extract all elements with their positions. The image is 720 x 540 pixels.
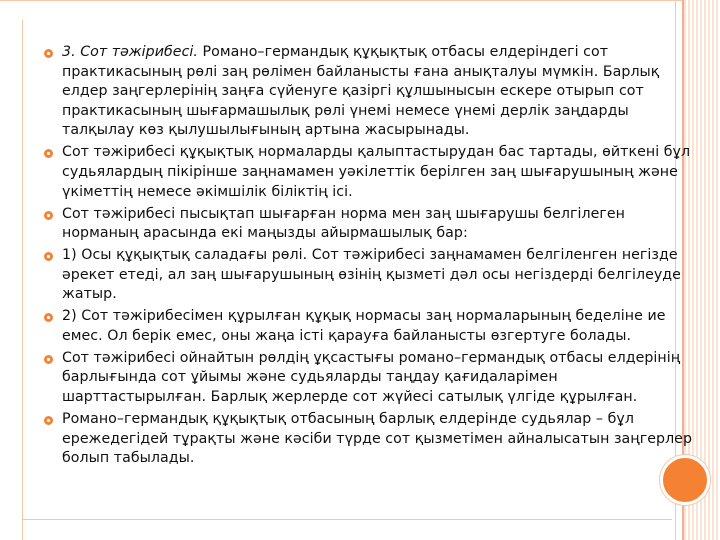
bullet-marker-icon [44,49,53,58]
bullet-marker-icon [44,211,53,220]
bullet-text: Сот тәжірибесі құқықтық нормаларды қалыптастырудан бас тартады, өйткені бұл судьялардың пікірінше заңнамамен уәкілеттік берілген заң шығарушының және үкіметтің немесе әкімшілік біліктің ісі. [62,144,691,200]
bullet-text: Романо–германдық құқықтық отбасы елдеріндегі сот практикасының рөлі заң рөлімен байланысты ғана анықталуы мүмкін. Барлық елдер заңгерлерінің заңға сүйенуге қазіргі құлшынысын ескере отырып сот практикасының шығармашылық рөлі үнемі немесе үнемі дерлік заңдарды талқылау көз қылушылығының артына жасырынады. [62,44,660,139]
slide-body [40,43,700,471]
bullet-list [40,43,700,469]
bullet-item [40,205,700,244]
bullet-text: 2) Сот тәжірибесімен құрылған құқық нормасы заң нормаларының беделіне ие емес. Ол берік емес, оны жаңа істі қарауға байланысты өзгертуге болады. [62,308,666,344]
bullet-item [40,43,700,141]
bullet-item [40,143,700,202]
bullet-marker-icon [44,313,53,322]
bullet-text: Сот тәжірибесі ойнайтын рөлдің ұқсастығы романо–германдық отбасы елдерінің барлығында сот ұйымы және судьяларды таңдау қағидаларімен шарттастырылған. Барлық жерлерде сот жүйесі сатылық үлгіде құрылған. [62,349,681,406]
bullet-marker-icon [44,149,53,158]
bullet-text: Романо–германдық құқықтық отбасының барлық елдерінде судьялар – бұл ережедегідей тұрақты және кәсіби түрде сот қызметімен айналысатын заңгерлер болып табылады. [62,411,693,467]
bullet-item [40,410,700,469]
page-number-circle [660,455,710,505]
bottom-frame-line [22,519,672,520]
bullet-text: 1) Осы құқықтық саладағы рөлі. Сот тәжірибесі заңнамамен белгіленген негізде әрекет етеді, ал заң шығарушының өзінің қызметі дәл осы негіздерді белгілеуде жатыр. [62,247,681,303]
bullet-item [40,246,700,305]
bullet-item [40,349,700,408]
bullet-marker-icon [44,252,53,261]
left-frame-line [22,20,23,540]
top-border-decoration [0,0,720,21]
bullet-item [40,307,700,346]
bullet-marker-icon [44,355,53,364]
bullet-marker-icon [44,416,53,425]
bullet-lead-italic: 3. Сот тәжірибесі. [62,44,198,60]
bullet-text: Сот тәжірибесі пысықтап шығарған норма мен заң шығарушы белгілеген норманың арасында екі маңызды айырмашылық бар: [62,205,625,242]
